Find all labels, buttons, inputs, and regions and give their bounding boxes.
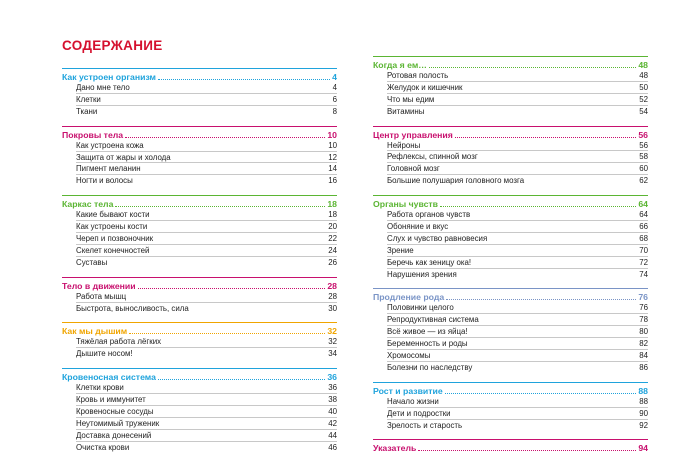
toc-section-heading[interactable] (62, 126, 337, 140)
item-page-number: 42 (328, 418, 337, 428)
toc-item[interactable] (387, 269, 648, 281)
toc-section-heading[interactable] (373, 439, 648, 453)
item-title: Ногти и волосы (76, 176, 133, 186)
dot-leader (418, 447, 636, 451)
toc-item[interactable] (76, 163, 337, 175)
item-page-number: 70 (639, 245, 648, 255)
toc-item-list (62, 140, 337, 188)
toc-item[interactable] (76, 82, 337, 94)
section-title: Центр управления (373, 129, 453, 140)
item-title: Неутомимый труженик (76, 418, 160, 428)
section-page-number: 64 (638, 199, 648, 210)
toc-item-list (62, 291, 337, 315)
item-page-number: 24 (328, 245, 337, 255)
dot-leader (455, 134, 636, 138)
toc-item[interactable] (387, 175, 648, 187)
toc-section (373, 439, 648, 453)
toc-item[interactable] (76, 209, 337, 221)
item-title: Клетки крови (76, 383, 124, 393)
toc-item[interactable] (76, 430, 337, 442)
section-page-number: 32 (327, 326, 337, 337)
toc-item-list (373, 140, 648, 188)
item-page-number: 50 (639, 82, 648, 92)
toc-item[interactable] (76, 394, 337, 406)
toc-section (62, 368, 337, 453)
item-title: Начало жизни (387, 396, 439, 406)
toc-item[interactable] (76, 245, 337, 257)
section-page-number: 48 (638, 60, 648, 70)
item-title: Клетки (76, 94, 101, 104)
item-page-number: 82 (639, 339, 648, 349)
item-title: Репродуктивная система (387, 315, 479, 325)
item-page-number: 80 (639, 327, 648, 337)
item-title: Витамины (387, 106, 425, 116)
toc-section-heading[interactable] (373, 56, 648, 70)
item-title: Работа органов чувств (387, 210, 471, 220)
toc-section-heading[interactable] (62, 68, 337, 82)
toc-item[interactable] (387, 338, 648, 350)
item-title: Что мы едим (387, 94, 435, 104)
section-title: Указатель (373, 443, 417, 454)
item-title: Пигмент меланин (76, 164, 141, 174)
item-title: Кровеносные сосуды (76, 407, 154, 417)
item-title: Доставка донесений (76, 430, 152, 440)
item-title: Дано мне тело (76, 83, 130, 92)
dot-leader (429, 64, 636, 68)
dot-leader (125, 134, 325, 138)
item-page-number: 44 (328, 430, 337, 440)
item-page-number: 12 (328, 152, 337, 162)
item-page-number: 28 (328, 291, 337, 301)
item-page-number: 92 (639, 420, 648, 430)
item-title: Тяжёлая работа лёгких (76, 337, 162, 347)
item-page-number: 76 (639, 303, 648, 313)
dot-leader (115, 203, 325, 207)
toc-item-list (373, 70, 648, 118)
item-page-number: 84 (639, 351, 648, 361)
toc-item[interactable] (387, 408, 648, 420)
item-title: Обоняние и вкус (387, 222, 449, 232)
item-page-number: 46 (328, 442, 337, 452)
dot-leader (446, 296, 636, 300)
item-title: Ротовая полость (387, 71, 449, 80)
section-title: Тело в движении (62, 280, 136, 291)
toc-item[interactable] (76, 140, 337, 152)
toc-section-heading[interactable] (373, 382, 648, 396)
item-page-number: 16 (328, 176, 337, 186)
section-page-number: 36 (327, 372, 337, 383)
item-title: Головной мозг (387, 164, 440, 174)
section-page-number: 88 (638, 385, 648, 396)
toc-section-heading[interactable] (373, 195, 648, 209)
item-page-number: 40 (328, 407, 337, 417)
item-title: Нейроны (387, 140, 421, 150)
toc-item-list (62, 336, 337, 360)
toc-section (62, 195, 337, 268)
toc-item[interactable] (387, 106, 648, 118)
toc-item[interactable] (76, 336, 337, 348)
toc-section (62, 322, 337, 360)
item-title: Дышите носом! (76, 349, 133, 359)
toc-item-list (373, 209, 648, 280)
item-title: Зрелость и старость (387, 420, 463, 430)
toc-item[interactable] (76, 106, 337, 118)
item-title: Желудок и кишечник (387, 82, 463, 92)
item-title: Нарушения зрения (387, 269, 457, 279)
toc-item[interactable] (387, 257, 648, 269)
toc-item-list (62, 382, 337, 453)
toc-item[interactable] (387, 94, 648, 106)
section-title: Органы чувств (373, 199, 439, 210)
section-title: Как мы дышим (62, 326, 128, 337)
toc-item[interactable] (76, 348, 337, 360)
item-page-number: 74 (639, 269, 648, 279)
item-page-number: 52 (639, 94, 648, 104)
item-title: Беременность и роды (387, 339, 468, 349)
toc-section (373, 126, 648, 188)
dot-leader (158, 76, 330, 80)
toc-item[interactable] (387, 163, 648, 175)
toc-section (62, 68, 337, 118)
toc-section-heading[interactable] (62, 277, 337, 291)
toc-item[interactable] (387, 70, 648, 82)
toc-item[interactable] (76, 418, 337, 430)
item-title: Слух и чувство равновесия (387, 233, 488, 243)
item-page-number: 72 (639, 257, 648, 267)
toc-section-heading[interactable] (62, 368, 337, 382)
item-page-number: 36 (328, 383, 337, 393)
section-title: Когда я ем… (373, 60, 427, 70)
dot-leader (445, 390, 637, 394)
toc-item-list (62, 82, 337, 118)
item-title: Кровь и иммунитет (76, 395, 146, 405)
toc-item[interactable] (387, 245, 648, 257)
toc-item[interactable] (76, 303, 337, 315)
toc-item[interactable] (76, 406, 337, 418)
item-page-number: 32 (328, 337, 337, 347)
toc-section (373, 382, 648, 432)
toc-item[interactable] (387, 314, 648, 326)
item-title: Защита от жары и холода (76, 152, 171, 162)
section-title: Покровы тела (62, 129, 124, 140)
toc-item[interactable] (76, 291, 337, 303)
item-title: Зрение (387, 245, 414, 255)
dot-leader (129, 330, 325, 334)
toc-section (373, 56, 648, 118)
item-page-number: 4 (332, 83, 337, 92)
section-page-number: 4 (332, 72, 337, 82)
toc-item[interactable] (387, 362, 648, 374)
item-page-number: 66 (639, 222, 648, 232)
item-page-number: 38 (328, 395, 337, 405)
section-title: Кровеносная система (62, 372, 156, 383)
section-title: Продление рода (373, 292, 445, 303)
toc-section (62, 277, 337, 315)
item-title: Хромосомы (387, 351, 431, 361)
toc-item[interactable] (76, 382, 337, 394)
toc-item[interactable] (387, 151, 648, 163)
item-page-number: 48 (639, 71, 648, 80)
item-page-number: 60 (639, 164, 648, 174)
section-page-number: 76 (638, 292, 648, 303)
item-page-number: 62 (639, 176, 648, 186)
section-page-number: 18 (327, 199, 337, 210)
section-title: Каркас тела (62, 199, 114, 210)
toc-item[interactable] (76, 233, 337, 245)
section-page-number: 10 (327, 129, 337, 140)
item-title: Болезни по наследству (387, 362, 473, 372)
item-title: Какие бывают кости (76, 210, 150, 220)
toc-item[interactable] (387, 396, 648, 408)
toc-item[interactable] (387, 209, 648, 221)
item-page-number: 10 (328, 140, 337, 150)
toc-section-heading[interactable] (62, 195, 337, 209)
item-page-number: 86 (639, 362, 648, 372)
item-title: Очистка крови (76, 442, 130, 452)
toc-item[interactable] (76, 221, 337, 233)
toc-section-heading[interactable] (373, 288, 648, 302)
item-page-number: 90 (639, 408, 648, 418)
item-title: Как устроены кости (76, 222, 148, 232)
toc-item-list (373, 302, 648, 373)
toc-item-list (62, 209, 337, 268)
item-title: Быстрота, выносливость, сила (76, 303, 189, 313)
toc-item[interactable] (76, 94, 337, 106)
item-page-number: 14 (328, 164, 337, 174)
item-title: Всё живое — из яйца! (387, 327, 468, 337)
section-page-number: 94 (638, 443, 648, 454)
item-title: Скелет конечностей (76, 245, 150, 255)
item-title: Рефлексы, спинной мозг (387, 152, 478, 162)
toc-section-heading[interactable] (62, 322, 337, 336)
toc-left-column (62, 68, 337, 462)
item-title: Ткани (76, 106, 98, 116)
item-page-number: 88 (639, 396, 648, 406)
toc-item[interactable] (387, 82, 648, 94)
toc-item[interactable] (76, 175, 337, 187)
toc-item-list (373, 396, 648, 432)
toc-item[interactable] (387, 302, 648, 314)
toc-item[interactable] (76, 442, 337, 454)
item-page-number: 30 (328, 303, 337, 313)
section-page-number: 56 (638, 129, 648, 140)
item-page-number: 26 (328, 257, 337, 267)
item-page-number: 54 (639, 106, 648, 116)
item-page-number: 8 (332, 106, 337, 116)
toc-item[interactable] (387, 420, 648, 432)
toc-item[interactable] (76, 152, 337, 164)
dot-leader (158, 376, 325, 380)
item-page-number: 64 (639, 210, 648, 220)
item-title: Работа мышц (76, 291, 127, 301)
toc-item[interactable] (387, 326, 648, 338)
toc-section (373, 288, 648, 373)
section-page-number: 28 (327, 280, 337, 291)
item-page-number: 56 (639, 140, 648, 150)
item-page-number: 6 (332, 94, 337, 104)
dot-leader (138, 285, 326, 289)
item-title: Череп и позвоночник (76, 234, 154, 244)
toc-item[interactable] (387, 140, 648, 152)
item-title: Как устроена кожа (76, 140, 144, 150)
item-title: Дети и подростки (387, 408, 451, 418)
toc-item[interactable] (387, 350, 648, 362)
toc-right-column (373, 56, 648, 461)
item-title: Половинки целого (387, 303, 454, 313)
item-title: Большие полушария головного мозга (387, 176, 525, 186)
item-page-number: 18 (328, 210, 337, 220)
toc-item[interactable] (387, 233, 648, 245)
section-title: Рост и развитие (373, 385, 443, 396)
toc-section (62, 126, 337, 188)
page-title: СОДЕРЖАНИЕ (62, 38, 163, 53)
item-page-number: 20 (328, 222, 337, 232)
toc-item[interactable] (76, 257, 337, 269)
item-page-number: 68 (639, 233, 648, 243)
item-page-number: 78 (639, 315, 648, 325)
item-page-number: 22 (328, 234, 337, 244)
item-title: Суставы (76, 257, 108, 267)
item-page-number: 58 (639, 152, 648, 162)
section-title: Как устроен организм (62, 72, 156, 82)
toc-section (373, 195, 648, 280)
dot-leader (440, 203, 636, 207)
item-title: Беречь как зеницу ока! (387, 257, 472, 267)
toc-section-heading[interactable] (373, 126, 648, 140)
toc-item[interactable] (387, 221, 648, 233)
item-page-number: 34 (328, 349, 337, 359)
